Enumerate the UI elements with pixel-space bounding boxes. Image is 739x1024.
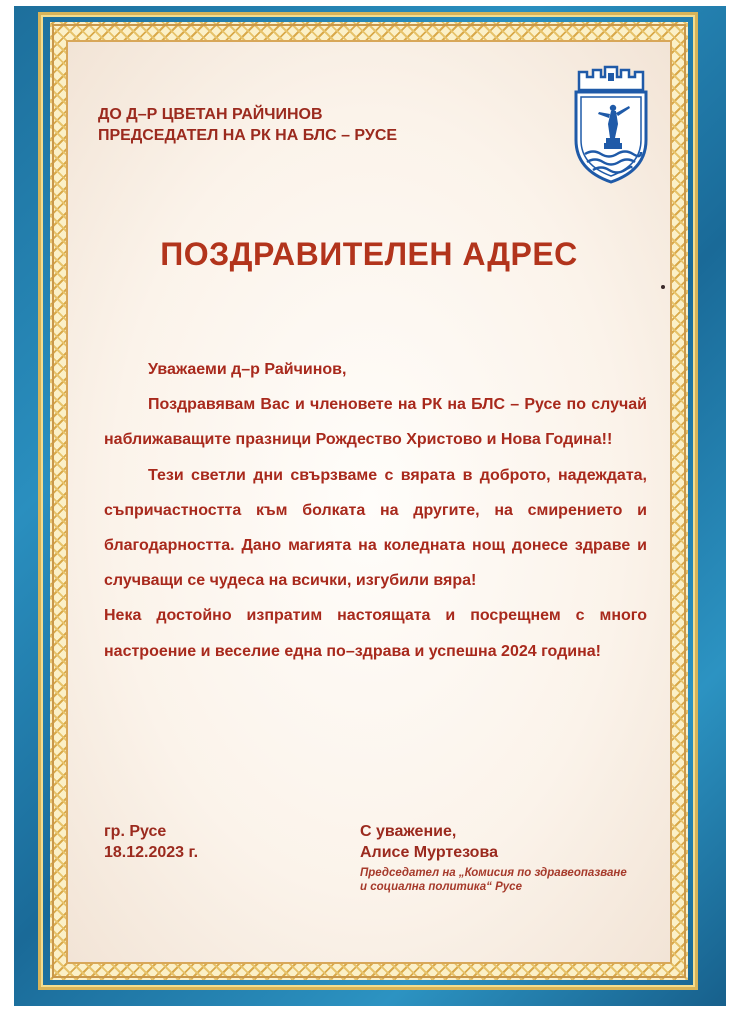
paragraph-2: Тези светли дни свързваме с вярата в доброто, надеждата, съпричастността към болката на другите, на смирението и благодарността. Дано магията на коледната нощ донесе здраве и случващи се чудеса на всички, изгубили вяра!	[104, 466, 647, 590]
paragraph-3: Нека достойно изпратим настоящата и посрещнем с много настроение и веселие една по–здрава и успешна 2024 година!	[104, 607, 647, 660]
signer-name: Алисе Муртезова	[360, 844, 498, 861]
recipient-line-1: ДО Д–Р ЦВЕТАН РАЙЧИНОВ	[98, 106, 323, 123]
date: 18.12.2023 г.	[104, 844, 199, 861]
paragraph-1: Поздравявам Вас и членовете на РК на БЛС – Русе по случай наближаващите празници Рождество Христово и Нова Година!!	[104, 396, 647, 449]
letter-body	[104, 352, 647, 669]
signature-block	[360, 821, 627, 894]
ruse-coat-of-arms-icon	[571, 62, 651, 186]
recipient-block	[98, 104, 397, 146]
signer-role	[360, 866, 627, 894]
signer-role-line-2: и социална политика“ Русе	[360, 881, 522, 893]
place-date-block	[104, 821, 198, 863]
document-title: ПОЗДРАВИТЕЛЕН АДРЕС	[160, 236, 578, 272]
signer-role-line-1: Председател на „Комисия по здравеопазване	[360, 867, 627, 879]
place: гр. Русе	[104, 823, 167, 840]
scan-speck	[661, 285, 665, 289]
closing: С уважение,	[360, 823, 457, 840]
greeting: Уважаеми д–р Райчинов,	[148, 361, 347, 378]
recipient-line-2: ПРЕДСЕДАТЕЛ НА РК НА БЛС – РУСЕ	[98, 127, 398, 144]
